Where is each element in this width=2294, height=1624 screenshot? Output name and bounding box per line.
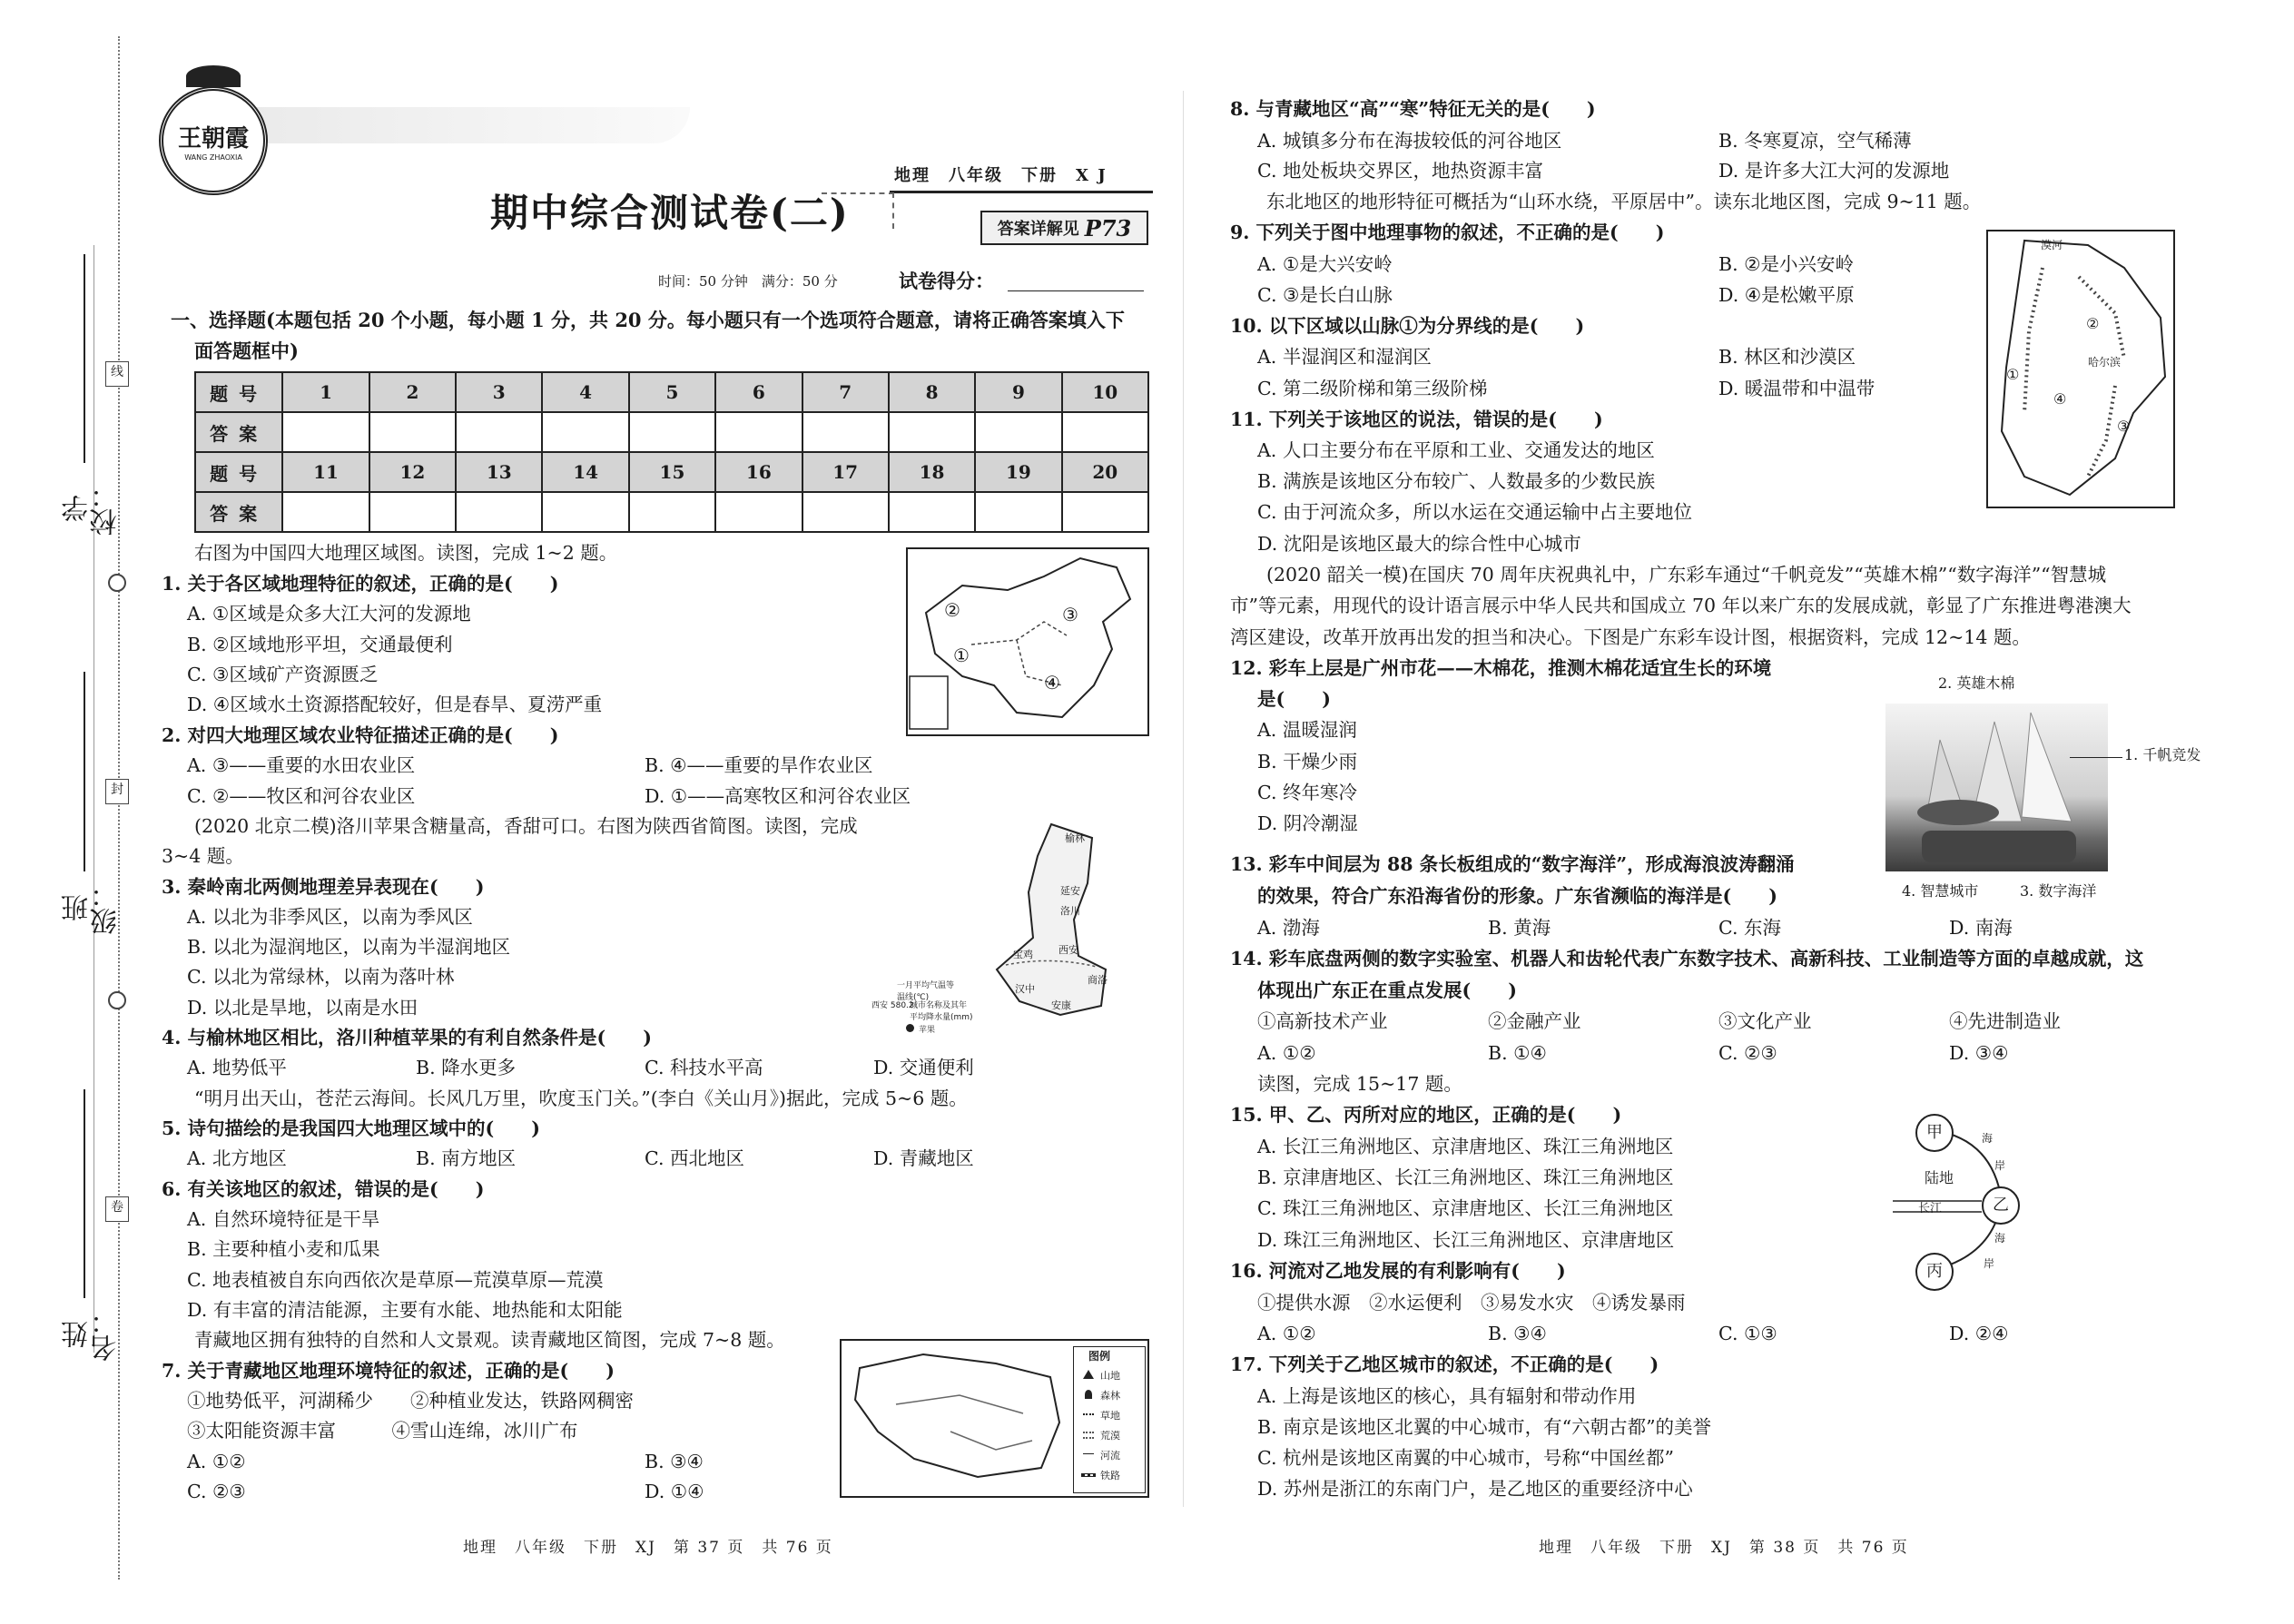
num-cell: 9 bbox=[975, 372, 1061, 412]
ne-label-4: ④ bbox=[2053, 390, 2067, 408]
q2-option-c[interactable]: C. ②——牧区和河谷农业区 bbox=[187, 785, 416, 807]
q17-option-d[interactable]: D. 苏州是浙江的东南门户，是乙地区的重要经济中心 bbox=[1257, 1478, 1693, 1500]
q7-option-b[interactable]: B. ③④ bbox=[645, 1451, 704, 1472]
answer-ref-box bbox=[980, 211, 1148, 245]
logo-badge bbox=[159, 86, 268, 195]
subject-bar: 地理 八年级 下册 X J bbox=[894, 166, 1108, 185]
ne-city-harbin: 哈尔滨 bbox=[2088, 356, 2122, 369]
q7-option-d[interactable]: D. ①④ bbox=[645, 1481, 704, 1502]
num-cell: 6 bbox=[715, 372, 802, 412]
float-label-sails: 1. 千帆竞发 bbox=[2124, 746, 2201, 763]
answer-cell[interactable] bbox=[369, 492, 456, 532]
q6-option-d[interactable]: D. 有丰富的清洁能源，主要有水能、地热能和太阳能 bbox=[187, 1299, 623, 1321]
q3-option-c[interactable]: C. 以北为常绿林，以南为落叶林 bbox=[187, 966, 455, 988]
num-cell: 19 bbox=[975, 452, 1061, 492]
num-cell: 3 bbox=[456, 372, 542, 412]
q8-option-d[interactable]: D. 是许多大江大河的发源地 bbox=[1718, 160, 1950, 182]
q9-option-d[interactable]: D. ④是松嫩平原 bbox=[1718, 284, 1855, 306]
legend-title: 图例 bbox=[1088, 1350, 1111, 1363]
question-7: 7. 关于青藏地区地理环境特征的叙述，正确的是( ) bbox=[162, 1360, 615, 1382]
answer-cell[interactable] bbox=[889, 412, 975, 452]
forest-icon bbox=[1085, 1390, 1092, 1399]
q16-statements: ①提供水源 ②水运便利 ③易发水灾 ④诱发暴雨 bbox=[1257, 1292, 1686, 1314]
q5-option-a[interactable]: A. 北方地区 bbox=[187, 1147, 287, 1169]
question-6: 6. 有关该地区的叙述，错误的是( ) bbox=[162, 1178, 485, 1200]
parade-float-drawing bbox=[1885, 704, 2108, 871]
region-land-label: 陆地 bbox=[1925, 1169, 1954, 1186]
answer-grid-ans-row-1 bbox=[195, 412, 1148, 452]
shaanxi-outline bbox=[951, 820, 1149, 1025]
intro-12-14-c: 湾区建设，改革开放再出发的担当和决心。下图是广东彩车设计图，根据资料，完成 12~14 题。 bbox=[1230, 626, 2031, 648]
answer-cell[interactable] bbox=[456, 412, 542, 452]
coast-label-2: 岸 bbox=[1994, 1159, 2006, 1172]
question-5: 5. 诗句描绘的是我国四大地理区域中的( ) bbox=[162, 1117, 540, 1139]
q14-statement-1: ①高新技术产业 bbox=[1257, 1010, 1388, 1032]
class-field[interactable] bbox=[84, 672, 85, 871]
question-3: 3. 秦岭南北两侧地理差异表现在( ) bbox=[162, 876, 485, 898]
q13-option-c[interactable]: C. 东海 bbox=[1718, 917, 1781, 939]
q4-option-a[interactable]: A. 地势低平 bbox=[187, 1057, 287, 1078]
ans-label: 答案 bbox=[195, 492, 282, 532]
q12-option-c[interactable]: C. 终年寒冷 bbox=[1257, 782, 1357, 803]
city-yulin: 榆林 bbox=[1065, 832, 1085, 844]
q14-statement-2: ②金融产业 bbox=[1488, 1010, 1581, 1032]
num-cell: 13 bbox=[456, 452, 542, 492]
q10-option-d[interactable]: D. 暖温带和中温带 bbox=[1718, 378, 1876, 399]
q11-option-c[interactable]: C. 由于河流众多，所以水运在交通运输中占主要地位 bbox=[1257, 501, 1692, 523]
page-divider bbox=[1183, 91, 1184, 1507]
subject-bar-underline bbox=[890, 191, 1153, 193]
q1-option-b[interactable]: B. ②区域地形平坦，交通最便利 bbox=[187, 634, 453, 655]
answer-cell[interactable] bbox=[975, 412, 1061, 452]
q3-option-d[interactable]: D. 以北是旱地，以南是水田 bbox=[187, 997, 418, 1019]
shaanxi-legend-xian: 西安 580.2 bbox=[871, 1001, 914, 1010]
q8-option-b[interactable]: B. 冬寒夏凉，空气稀薄 bbox=[1718, 130, 1912, 152]
answer-cell[interactable] bbox=[282, 412, 369, 452]
city-hanzhong: 汉中 bbox=[1015, 983, 1035, 995]
section-heading: 一、选择题(本题包括 20 个小题，每小题 1 分，共 20 分。每小题只有一个选项符合题意，请将正确答案填入下 bbox=[171, 309, 1125, 331]
northeast-map bbox=[1986, 230, 2175, 508]
seal-marker-roll: 卷 bbox=[105, 1196, 129, 1222]
q15-option-c[interactable]: C. 珠江三角洲地区、京津唐地区、长江三角洲地区 bbox=[1257, 1197, 1674, 1219]
q13-option-a[interactable]: A. 渤海 bbox=[1257, 917, 1320, 939]
question-1: 1. 关于各区域地理特征的叙述，正确的是( ) bbox=[162, 573, 559, 595]
q5-option-b[interactable]: B. 南方地区 bbox=[416, 1147, 517, 1169]
region-label-4: ④ bbox=[1044, 672, 1060, 694]
q9-option-b[interactable]: B. ②是小兴安岭 bbox=[1718, 253, 1854, 275]
legend-river: 河流 bbox=[1100, 1450, 1120, 1462]
num-cell: 10 bbox=[1062, 372, 1148, 412]
q16-option-d[interactable]: D. ②④ bbox=[1949, 1323, 2009, 1344]
answer-cell[interactable] bbox=[542, 492, 628, 532]
q2-option-a[interactable]: A. ③——重要的水田农业区 bbox=[187, 754, 416, 776]
intro-7-8: 青藏地区拥有独特的自然和人文景观。读青藏地区简图，完成 7~8 题。 bbox=[194, 1329, 785, 1351]
num-cell: 4 bbox=[542, 372, 628, 412]
q12-option-a[interactable]: A. 温暖湿润 bbox=[1257, 719, 1357, 741]
q8-option-c[interactable]: C. 地处板块交界区，地热资源丰富 bbox=[1257, 160, 1543, 182]
num-label: 题号 bbox=[195, 372, 282, 412]
binding-hole-2 bbox=[108, 991, 126, 1009]
q10-option-b[interactable]: B. 林区和沙漠区 bbox=[1718, 346, 1856, 368]
city-baoji: 宝鸡 bbox=[1013, 949, 1033, 960]
header-ribbon bbox=[218, 107, 690, 143]
q13-option-d[interactable]: D. 南海 bbox=[1949, 917, 2013, 939]
num-cell: 20 bbox=[1062, 452, 1148, 492]
shaanxi-legend-isotherm: 一月平均气温等温线(℃) bbox=[897, 981, 955, 1002]
class-label: 班级： bbox=[62, 881, 123, 935]
question-14-cont: 体现出广东正在重点发展( ) bbox=[1257, 979, 1517, 1001]
q15-option-a[interactable]: A. 长江三角洲地区、京津唐地区、珠江三角洲地区 bbox=[1257, 1136, 1674, 1157]
coast-label-1: 海 bbox=[1982, 1132, 1994, 1145]
answer-cell[interactable] bbox=[629, 492, 715, 532]
region-jia-node: 甲 bbox=[1915, 1114, 1954, 1152]
intro-3-4: (2020 北京二模)洛川苹果含糖量高，香甜可口。右图为陕西省简图。读图，完成 bbox=[194, 815, 858, 837]
region-label-1: ① bbox=[953, 645, 970, 666]
q9-option-a[interactable]: A. ①是大兴安岭 bbox=[1257, 253, 1393, 275]
score-field[interactable] bbox=[1008, 290, 1144, 291]
region-river-label: 长江 bbox=[1918, 1202, 1943, 1216]
coast-label-3: 海 bbox=[1994, 1232, 2006, 1245]
railway-icon bbox=[1081, 1473, 1096, 1477]
region-label-3: ③ bbox=[1062, 604, 1078, 625]
answer-cell[interactable] bbox=[1062, 492, 1148, 532]
num-cell: 14 bbox=[542, 452, 628, 492]
answer-cell[interactable] bbox=[802, 412, 889, 452]
q10-option-c[interactable]: C. 第二级阶梯和第三级阶梯 bbox=[1257, 378, 1488, 399]
q2-option-b[interactable]: B. ④——重要的旱作农业区 bbox=[645, 754, 873, 776]
q9-option-c[interactable]: C. ③是长白山脉 bbox=[1257, 284, 1393, 306]
num-cell: 1 bbox=[282, 372, 369, 412]
answer-grid bbox=[194, 371, 1149, 533]
q1-option-a[interactable]: A. ①区域是众多大江大河的发源地 bbox=[187, 603, 471, 625]
intro-5-6: “明月出天山，苍茫云海间。长风几万里，吹度玉门关。”(李白《关山月》)据此，完成 5~6 题。 bbox=[194, 1088, 968, 1109]
answer-cell[interactable] bbox=[629, 412, 715, 452]
num-cell: 7 bbox=[802, 372, 889, 412]
q7-statements-1: ①地势低平，河湖稀少 ②种植业发达，铁路网稠密 bbox=[187, 1390, 634, 1412]
regions-diagram bbox=[1875, 1103, 2038, 1298]
region-bing-node: 丙 bbox=[1915, 1253, 1954, 1291]
question-8: 8. 与青藏地区“高”“寒”特征无关的是( ) bbox=[1230, 98, 1596, 120]
question-13-cont: 的效果，符合广东沿海省份的形象。广东省濒临的海洋是( ) bbox=[1257, 885, 1777, 907]
shaanxi-legend-rainfall: 城市名称及其年平均降水量(mm) bbox=[910, 1001, 973, 1022]
china-outline bbox=[908, 549, 1147, 734]
q6-option-c[interactable]: C. 地表植被自东向西依次是草原—荒漠草原—荒漠 bbox=[187, 1269, 604, 1291]
title-dashed-trail bbox=[822, 192, 894, 229]
q5-option-d[interactable]: D. 青藏地区 bbox=[873, 1147, 974, 1169]
float-label-digitalsea: 3. 数字海洋 bbox=[2020, 882, 2097, 900]
shaanxi-legend-apple: 苹果 bbox=[919, 1026, 936, 1035]
name-label: 姓名： bbox=[62, 1307, 123, 1362]
num-cell: 11 bbox=[282, 452, 369, 492]
footer-right: 地理 八年级 下册 XJ 第 38 页 共 76 页 bbox=[1539, 1539, 1909, 1557]
num-cell: 18 bbox=[889, 452, 975, 492]
legend-railway: 铁路 bbox=[1100, 1470, 1120, 1481]
q15-option-d[interactable]: D. 珠江三角洲地区、长江三角洲地区、京津唐地区 bbox=[1257, 1229, 1675, 1251]
parade-float-image bbox=[1885, 704, 2108, 871]
question-9: 9. 下列关于图中地理事物的叙述，不正确的是( ) bbox=[1230, 221, 1665, 243]
answer-cell[interactable] bbox=[802, 492, 889, 532]
ne-label-3: ③ bbox=[2117, 418, 2131, 435]
answer-ref-label: 答案详解见 bbox=[997, 220, 1079, 239]
q14-statement-4: ④先进制造业 bbox=[1949, 1010, 2061, 1032]
q1-option-d[interactable]: D. ④区域水土资源搭配较好，但是春旱、夏涝严重 bbox=[187, 694, 603, 715]
q12-option-b[interactable]: B. 干燥少雨 bbox=[1257, 751, 1358, 773]
question-17: 17. 下列关于乙地区城市的叙述，不正确的是( ) bbox=[1230, 1353, 1659, 1375]
answer-ref-page[interactable]: P73 bbox=[1084, 214, 1132, 241]
grass-icon bbox=[1083, 1413, 1094, 1415]
intro-15-17: 读图，完成 15~17 题。 bbox=[1257, 1073, 1462, 1095]
num-cell: 5 bbox=[629, 372, 715, 412]
shaanxi-map bbox=[951, 820, 1149, 1025]
intro-12-14-a: (2020 韶关一模)在国庆 70 周年庆祝典礼中，广东彩车通过“千帆竞发”“英雄木棉”“数字海洋”“智慧城 bbox=[1266, 564, 2107, 586]
q7-option-c[interactable]: C. ②③ bbox=[187, 1481, 246, 1502]
legend-forest: 森林 bbox=[1100, 1390, 1120, 1402]
logo-text: 王朝霞 bbox=[177, 125, 249, 153]
city-luochuan: 洛川 bbox=[1060, 905, 1080, 917]
float-leader-sails bbox=[2070, 757, 2122, 758]
answer-grid-num-row-2 bbox=[195, 452, 1148, 492]
legend-mountain: 山地 bbox=[1100, 1370, 1120, 1382]
question-12: 12. 彩车上层是广州市花——木棉花，推测木棉花适宜生长的环境 bbox=[1230, 657, 1772, 679]
question-10: 10. 以下区域以山脉①为分界线的是( ) bbox=[1230, 315, 1585, 337]
exam-meta: 时间：50 分钟 满分：50 分 bbox=[658, 273, 838, 290]
answer-cell[interactable] bbox=[1062, 412, 1148, 452]
answer-cell[interactable] bbox=[715, 492, 802, 532]
num-cell: 17 bbox=[802, 452, 889, 492]
q14-statement-3: ③文化产业 bbox=[1718, 1010, 1812, 1032]
binding-hole-1 bbox=[108, 574, 126, 592]
ne-label-river: 漠河 bbox=[2041, 239, 2063, 251]
logo-subtext: WANG ZHAOXIA bbox=[184, 153, 242, 162]
city-shangluo: 商洛 bbox=[1088, 974, 1108, 986]
school-label: 学校： bbox=[62, 481, 123, 536]
mountain-icon bbox=[1083, 1370, 1094, 1379]
q5-option-c[interactable]: C. 西北地区 bbox=[645, 1147, 744, 1169]
q7-statements-2: ③太阳能资源丰富 ④雪山连绵，冰川广布 bbox=[187, 1420, 578, 1442]
float-label-kapok: 2. 英雄木棉 bbox=[1938, 674, 2015, 692]
q13-option-b[interactable]: B. 黄海 bbox=[1488, 917, 1551, 939]
q14-option-b[interactable]: B. ①④ bbox=[1488, 1042, 1547, 1064]
qinghai-tibet-map bbox=[840, 1339, 1149, 1498]
question-12-cont: 是( ) bbox=[1257, 688, 1331, 710]
q4-option-b[interactable]: B. 降水更多 bbox=[416, 1057, 517, 1078]
footer-left: 地理 八年级 下册 XJ 第 37 页 共 76 页 bbox=[463, 1539, 833, 1557]
china-regions-map bbox=[906, 547, 1149, 736]
answer-cell[interactable] bbox=[369, 412, 456, 452]
num-cell: 2 bbox=[369, 372, 456, 412]
seal-marker-line: 线 bbox=[105, 361, 129, 387]
answer-cell[interactable] bbox=[542, 412, 628, 452]
q11-option-d[interactable]: D. 沈阳是该地区最大的综合性中心城市 bbox=[1257, 533, 1581, 555]
ne-label-1: ① bbox=[2006, 366, 2020, 383]
city-ankang: 安康 bbox=[1051, 999, 1071, 1011]
intro-1-2: 右图为中国四大地理区域图。读图，完成 1~2 题。 bbox=[194, 542, 618, 564]
score-label: 试卷得分： bbox=[899, 270, 994, 292]
q6-option-b[interactable]: B. 主要种植小麦和瓜果 bbox=[187, 1238, 380, 1260]
q16-option-c[interactable]: C. ①③ bbox=[1718, 1323, 1777, 1344]
q3-option-a[interactable]: A. 以北为非季风区，以南为季风区 bbox=[187, 906, 473, 928]
q17-option-a[interactable]: A. 上海是该地区的核心，具有辐射和带动作用 bbox=[1257, 1385, 1637, 1407]
q14-option-a[interactable]: A. ①② bbox=[1257, 1042, 1316, 1064]
q17-option-c[interactable]: C. 杭州是该地区南翼的中心城市，号称“中国丝都” bbox=[1257, 1447, 1674, 1469]
legend-desert: 荒漠 bbox=[1100, 1430, 1120, 1442]
q12-option-d[interactable]: D. 阴冷潮湿 bbox=[1257, 812, 1358, 834]
answer-cell[interactable] bbox=[975, 492, 1061, 532]
city-xian: 西安 bbox=[1058, 944, 1078, 956]
answer-grid-num-row-1 bbox=[195, 372, 1148, 412]
q1-option-c[interactable]: C. ③区域矿产资源匮乏 bbox=[187, 664, 379, 685]
q4-option-d[interactable]: D. 交通便利 bbox=[873, 1057, 974, 1078]
q14-option-c[interactable]: C. ②③ bbox=[1718, 1042, 1777, 1064]
question-4: 4. 与榆林地区相比，洛川种植苹果的有利自然条件是( ) bbox=[162, 1027, 652, 1048]
q10-option-a[interactable]: A. 半湿润区和湿润区 bbox=[1257, 346, 1432, 368]
question-2: 2. 对四大地理区域农业特征描述正确的是( ) bbox=[162, 724, 559, 746]
seal-marker-seal: 封 bbox=[105, 779, 129, 804]
question-13: 13. 彩车中间层为 88 条长板组成的“数字海洋”，形成海浪波涛翻涌 bbox=[1230, 853, 1795, 875]
q3-option-b[interactable]: B. 以北为湿润地区，以南为半湿润地区 bbox=[187, 936, 511, 958]
num-cell: 16 bbox=[715, 452, 802, 492]
q11-option-a[interactable]: A. 人口主要分布在平原和工业、交通发达的地区 bbox=[1257, 439, 1655, 461]
region-yi-node: 乙 bbox=[1982, 1186, 2020, 1225]
intro-9-11: 东北地区的地形特征可概括为“山环水绕，平原居中”。读东北地区图，完成 9~11 题。 bbox=[1266, 191, 1982, 212]
legend-grass: 草地 bbox=[1100, 1410, 1120, 1422]
school-field[interactable] bbox=[84, 254, 85, 463]
logo-crown bbox=[186, 65, 241, 87]
ans-label: 答案 bbox=[195, 412, 282, 452]
num-cell: 15 bbox=[629, 452, 715, 492]
name-field[interactable] bbox=[84, 1089, 85, 1298]
apple-icon bbox=[906, 1024, 914, 1032]
q2-option-d[interactable]: D. ①——高寒牧区和河谷农业区 bbox=[645, 785, 911, 807]
question-15: 15. 甲、乙、丙所对应的地区，正确的是( ) bbox=[1230, 1104, 1622, 1126]
q11-option-b[interactable]: B. 满族是该地区分布较广、人数最多的少数民族 bbox=[1257, 470, 1656, 492]
answer-grid-ans-row-2 bbox=[195, 492, 1148, 532]
float-label-smartcity: 4. 智慧城市 bbox=[1902, 882, 1979, 900]
city-yanan: 延安 bbox=[1060, 885, 1080, 897]
answer-cell[interactable] bbox=[456, 492, 542, 532]
page-title: 期中综合测试卷(二) bbox=[490, 191, 850, 235]
coast-label-4: 岸 bbox=[1984, 1257, 1995, 1270]
section-heading-cont: 面答题框中) bbox=[194, 340, 299, 362]
q4-option-c[interactable]: C. 科技水平高 bbox=[645, 1057, 763, 1078]
q14-option-d[interactable]: D. ③④ bbox=[1949, 1042, 2009, 1064]
answer-cell[interactable] bbox=[282, 492, 369, 532]
q15-option-b[interactable]: B. 京津唐地区、长江三角洲地区、珠江三角洲地区 bbox=[1257, 1166, 1674, 1188]
desert-icon bbox=[1083, 1432, 1094, 1439]
question-14: 14. 彩车底盘两侧的数字实验室、机器人和齿轮代表广东数字技术、高新科技、工业制造等方面的卓越成就，这 bbox=[1230, 948, 2144, 969]
q16-option-a[interactable]: A. ①② bbox=[1257, 1323, 1316, 1344]
num-cell: 12 bbox=[369, 452, 456, 492]
q16-option-b[interactable]: B. ③④ bbox=[1488, 1323, 1547, 1344]
answer-cell[interactable] bbox=[715, 412, 802, 452]
q7-option-a[interactable]: A. ①② bbox=[187, 1451, 246, 1472]
question-11: 11. 下列关于该地区的说法，错误的是( ) bbox=[1230, 408, 1603, 430]
region-label-2: ② bbox=[944, 599, 960, 621]
ne-label-2: ② bbox=[2086, 315, 2100, 332]
question-16: 16. 河流对乙地发展的有利影响有( ) bbox=[1230, 1260, 1566, 1282]
num-cell: 8 bbox=[889, 372, 975, 412]
num-label: 题号 bbox=[195, 452, 282, 492]
q6-option-a[interactable]: A. 自然环境特征是干旱 bbox=[187, 1208, 380, 1230]
answer-cell[interactable] bbox=[889, 492, 975, 532]
q8-option-a[interactable]: A. 城镇多分布在海拔较低的河谷地区 bbox=[1257, 130, 1562, 152]
river-icon bbox=[1083, 1453, 1094, 1454]
intro-3-4-cont: 3~4 题。 bbox=[162, 845, 244, 867]
q17-option-b[interactable]: B. 南京是该地区北翼的中心城市，有“六朝古都”的美誉 bbox=[1257, 1416, 1712, 1438]
intro-12-14-b: 市”等元素，用现代的设计语言展示中华人民共和国成立 70 年以来广东的发展成就，彰显了广东推进粤港澳大 bbox=[1230, 595, 2132, 616]
